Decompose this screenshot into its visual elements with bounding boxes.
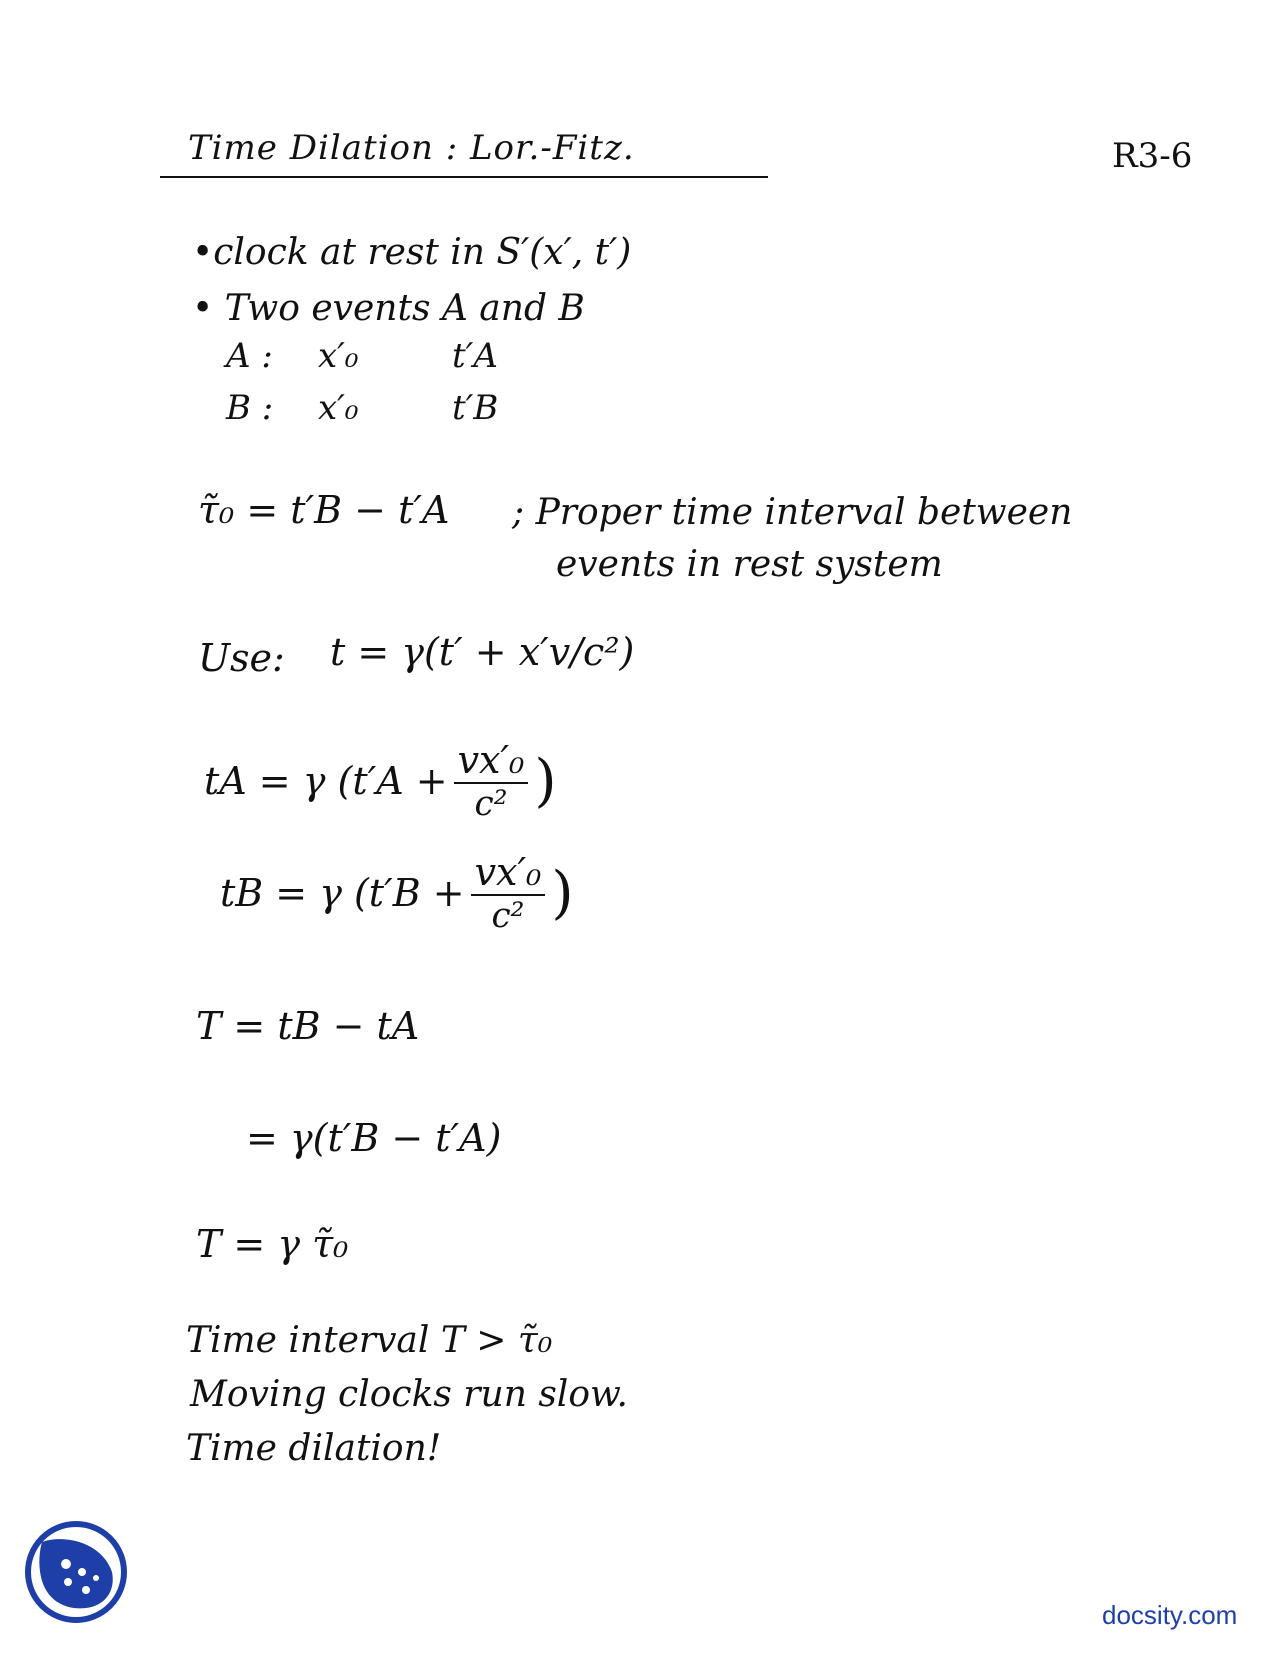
- interval-substitution: = γ(t′B − t′A): [246, 1116, 502, 1160]
- proper-time-equation: τ̃₀ = t′B − t′A: [198, 488, 450, 532]
- conclusion-time-dilation: Time dilation!: [186, 1428, 442, 1469]
- tb-fraction: [471, 850, 546, 936]
- bullet-two-events: • Two events A and B: [192, 288, 585, 329]
- tb-close-paren: ): [551, 860, 574, 926]
- docsity-link[interactable]: docsity.com: [1102, 1600, 1238, 1630]
- ta-close-paren: ): [534, 748, 557, 814]
- conclusion-moving-clocks: Moving clocks run slow.: [190, 1374, 628, 1415]
- lorentz-transform-equation: t = γ(t′ + x′v/c²): [330, 630, 635, 674]
- page-code: R3-6: [1112, 136, 1193, 176]
- event-b-time: t′B: [452, 388, 499, 428]
- ta-lhs: tA = γ (t′A +: [204, 759, 448, 803]
- ta-denominator: c²: [474, 784, 508, 824]
- ta-equation: [204, 738, 557, 824]
- event-b-position: x′₀: [318, 388, 359, 428]
- bullet-clock-at-rest: •clock at rest in S′(x′, t′): [192, 232, 632, 273]
- event-a-position: x′₀: [318, 336, 359, 376]
- ta-numerator: vx′₀: [457, 738, 525, 782]
- event-b-label: B :: [226, 388, 274, 428]
- event-a-time: t′A: [452, 336, 498, 376]
- time-dilation-result: T = γ τ̃₀: [196, 1222, 349, 1266]
- event-a-label: A :: [226, 336, 273, 376]
- tb-denominator: c²: [491, 896, 525, 936]
- tb-equation: [220, 850, 574, 936]
- tb-numerator: vx′₀: [474, 850, 542, 894]
- proper-time-note-line2: events in rest system: [556, 544, 943, 585]
- tb-lhs: tB = γ (t′B +: [220, 871, 465, 915]
- docsity-logo-icon: [24, 1520, 128, 1624]
- ta-fraction: [454, 738, 529, 824]
- use-label: Use:: [198, 636, 285, 680]
- proper-time-note-line1: ; Proper time interval between: [512, 492, 1073, 533]
- page-title: Time Dilation : Lor.-Fitz.: [188, 128, 635, 168]
- interval-definition: T = tB − tA: [196, 1004, 420, 1048]
- title-underline: [160, 176, 768, 178]
- conclusion-interval: Time interval T > τ̃₀: [186, 1320, 553, 1361]
